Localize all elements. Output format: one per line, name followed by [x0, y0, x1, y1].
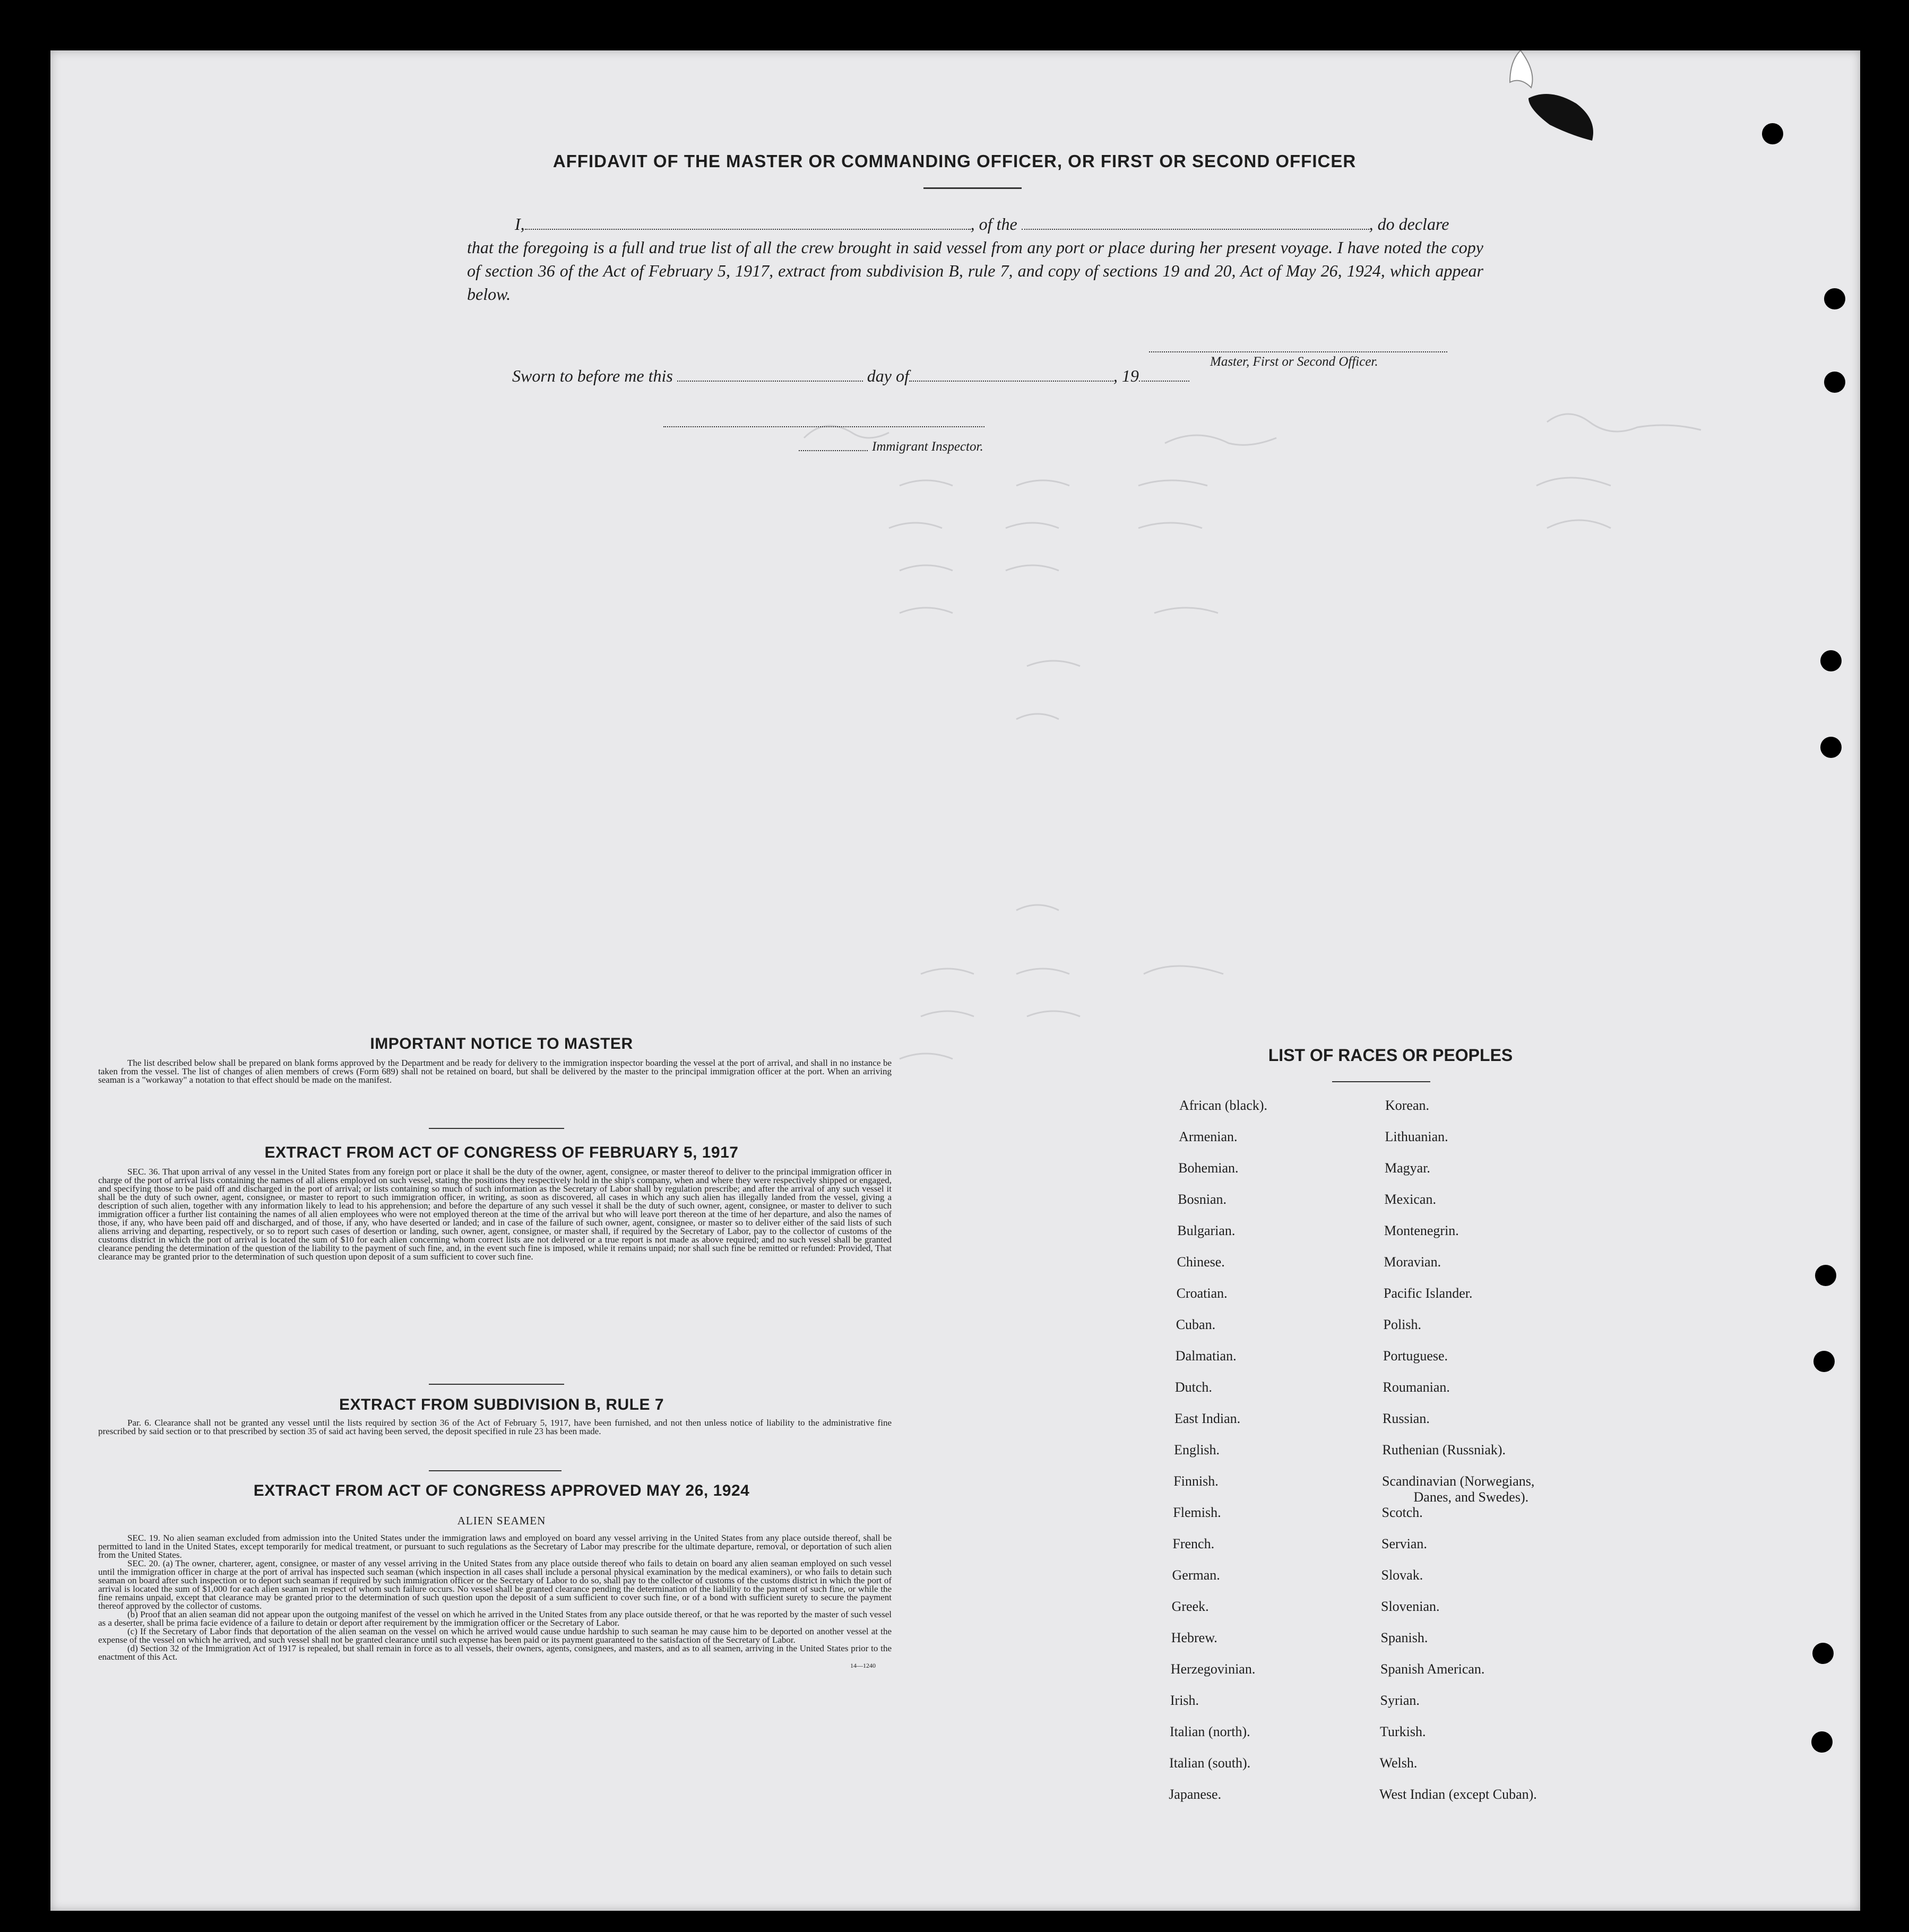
extract-1917-text: SEC. 36. That upon arrival of any vessel in the United States from any foreign port or place it shall be the duty of the owner, agent, consignee, or master thereof to deliver to the principal immigration officer in charge of the port of arrival lists containing the names of all aliens employed on such vessel, stating the positions they respectively hold in the ship's company, when and where they were respectively shipped or engaged, and specifying those to be paid off and discharged in the port of arrival; or lists containing so much of such information as the Secretary of Labor shall by regulation prescribe; and after the arrival of any such vessel it shall be the duty of such owner, agent, consignee, or master to report to such immigration officer, in writing, as soon as discovered, all cases in which any such alien has illegally landed from the vessel, giving a description of such alien, together with any information likely to lead to his apprehension; and before the departure of any such vessel it shall be the duty of such owner, agent, consignee, or master to deliver to such immigration officer a further list containing the names of all alien employees who were not employed thereon at the time of the arrival but who will leave port thereon at the time of her departure, and also the names of those, if any, who have been paid off and discharged, and of those, if any, who have deserted or landed; and in case of the failure of such owner, agent, consignee, or master so to deliver either of the said lists of such aliens arriving and departing, respectively, or so to report such cases of desertion or landing, such owner, agent, consignee, or master shall, if required by the Secretary of Labor, pay to the collector of customs of the customs district in which the port of arrival is located the sum of $10 for each alien concerning whom correct lists are not delivered or a true report is not made as above required; and no such vessel shall be granted clearance pending the determination of the question of the liability to the payment of such fine, and, in the event such fine is imposed, while it remains unpaid; nor shall such fine be remitted or refunded: Provided, That clearance may be granted prior to the determination of such question upon deposit of a sum sufficient to cover such fine.: [98, 1167, 892, 1262]
sworn-month-field[interactable]: [909, 381, 1113, 382]
extract-rule7-text: Par. 6. Clearance shall not be granted any vessel until the lists required by section 36 of the Act of February 5, 1917, have been furnished, and not then unless notice of liability to the administrative fine prescribed by said section or to that prescribed by section 35 of said act having been served, the deposit specified in rule 23 has been made.: [98, 1418, 892, 1436]
sec20b-text: (b) Proof that an alien seaman did not appear upon the outgoing manifest of the vessel on which he arrived in the United States from any place outside thereof, or that he was reported by the master of such vessel as a deserter, shall be prima facie evidence of a failure to detain or deport after requirement by the immigration officer or the Secretary of Labor.: [98, 1609, 892, 1628]
race-item: French.: [1172, 1536, 1215, 1551]
inspector-label: Immigrant Inspector.: [872, 439, 983, 454]
race-item: Spanish.: [1380, 1630, 1428, 1645]
race-item: German.: [1172, 1567, 1220, 1583]
section-rule: [429, 1128, 564, 1129]
binder-hole: [1815, 1265, 1836, 1286]
race-item: Scandinavian (Norwegians,: [1382, 1473, 1535, 1489]
affidavit-text: [467, 212, 1483, 306]
race-item: Scotch.: [1381, 1505, 1423, 1520]
race-item: Moravian.: [1384, 1254, 1441, 1270]
race-item: Servian.: [1381, 1536, 1427, 1551]
race-item: Dutch.: [1174, 1379, 1212, 1395]
race-item: Irish.: [1170, 1693, 1199, 1708]
race-item: Roumanian.: [1383, 1379, 1450, 1395]
race-item: Magyar.: [1385, 1160, 1430, 1176]
race-item: Finnish.: [1173, 1473, 1219, 1489]
race-item: Bosnian.: [1178, 1192, 1227, 1207]
race-item: Japanese.: [1169, 1787, 1222, 1802]
races-rule: [1332, 1081, 1430, 1082]
binder-hole: [1813, 1351, 1835, 1372]
form-number: 14—1240: [850, 1662, 876, 1669]
binder-hole: [1762, 123, 1783, 144]
inspector-signature-line[interactable]: [663, 426, 984, 427]
extract-1924-body: [98, 1534, 892, 1670]
race-item: Bohemian.: [1178, 1160, 1239, 1176]
of-the-label: , of the: [970, 214, 1017, 234]
race-item: Hebrew.: [1171, 1630, 1217, 1645]
alien-seamen-subtitle: ALIEN SEAMEN: [457, 1514, 546, 1527]
race-item: Armenian.: [1179, 1129, 1238, 1144]
race-item: Flemish.: [1173, 1505, 1221, 1520]
inspector-dots: [799, 450, 868, 451]
race-item: Turkish.: [1380, 1724, 1426, 1739]
binder-hole: [1812, 1643, 1834, 1664]
year-label: , 19: [1113, 366, 1139, 385]
race-item: Korean.: [1385, 1098, 1430, 1113]
race-item: English.: [1174, 1442, 1220, 1457]
signature-line[interactable]: [1149, 351, 1447, 352]
race-item: Russian.: [1383, 1411, 1430, 1426]
notice-title: IMPORTANT NOTICE TO MASTER: [370, 1035, 633, 1053]
sworn-day-field[interactable]: [677, 381, 863, 382]
extract-1924-title: EXTRACT FROM ACT OF CONGRESS APPROVED MAY 26, 1924: [253, 1482, 750, 1499]
race-item: East Indian.: [1174, 1411, 1241, 1426]
binder-hole: [1820, 650, 1842, 671]
affidavit-title: AFFIDAVIT OF THE MASTER OR COMMANDING OFFICER, OR FIRST OR SECOND OFFICER: [552, 151, 1357, 171]
race-item: Greek.: [1171, 1599, 1209, 1614]
race-item: Welsh.: [1379, 1755, 1418, 1771]
section-rule: [429, 1470, 562, 1471]
race-item: African (black).: [1179, 1098, 1268, 1113]
signature-label: Master, First or Second Officer.: [1210, 355, 1378, 369]
binder-hole: [1824, 372, 1845, 393]
race-item: Polish.: [1383, 1317, 1422, 1332]
ink-stain: [1528, 94, 1593, 141]
extract-rule7-title: EXTRACT FROM SUBDIVISION B, RULE 7: [339, 1396, 664, 1413]
races-title: LIST OF RACES OR PEOPLES: [1268, 1046, 1513, 1065]
race-item: Mexican.: [1384, 1192, 1436, 1207]
sworn-statement: [512, 366, 1189, 386]
race-item: Montenegrin.: [1384, 1223, 1459, 1238]
race-item: West Indian (except Cuban).: [1379, 1787, 1537, 1802]
race-item: Cuban.: [1176, 1317, 1216, 1332]
vessel-field[interactable]: [1022, 229, 1369, 230]
race-item: Bulgarian.: [1177, 1223, 1236, 1238]
affidavit-i: I,: [515, 214, 525, 234]
affidavit-body: that the foregoing is a full and true list of all the crew brought in said vessel from any port or place during her present voyage. I have noted the copy of section 36 of the Act of February 5, 1917, extract from subdivision B, rule 7, and copy of sections 19 and 20, Act of May 26, 1924, which appear below.: [467, 238, 1483, 304]
race-item: Ruthenian (Russniak).: [1382, 1442, 1506, 1457]
race-item: Italian (north).: [1170, 1724, 1250, 1739]
section-rule: [429, 1384, 564, 1385]
do-declare-label: , do declare: [1369, 214, 1449, 234]
race-item: Syrian.: [1380, 1693, 1420, 1708]
sec20c-text: (c) If the Secretary of Labor finds that deportation of the alien seaman on the vessel on which he arrived would cause undue hardship to such seaman he may cause him to be deported on another vessel at the expense of the vessel on which he arrived, and such vessel shall not be granted clearance until such expense has been paid or its payment guaranteed to the satisfaction of the Secretary of Labor.: [98, 1626, 892, 1645]
race-item: Pacific Islander.: [1384, 1286, 1473, 1301]
sworn-label: Sworn to before me this: [512, 366, 673, 385]
binder-hole: [1824, 288, 1845, 309]
extract-1917-title: EXTRACT FROM ACT OF CONGRESS OF FEBRUARY 5, 1917: [264, 1144, 739, 1161]
race-item: Herzegovinian.: [1170, 1661, 1256, 1677]
notice-text: The list described below shall be prepared on blank forms approved by the Department and be ready for delivery to the immigration inspector boarding the vessel at the port of arrival, and shall in no instance be taken from the vessel. The list of changes of alien members of crews (Form 689) shall not be retained on board, but shall be delivered by the master to the principal immigration officer at the port. When an arriving seaman is a "workaway" a notation to that effect should be made on the manifest.: [98, 1058, 892, 1085]
race-item: Danes, and Swedes).: [1413, 1489, 1529, 1505]
race-item: Italian (south).: [1169, 1755, 1251, 1771]
sec20a-text: SEC. 20. (a) The owner, charterer, agent, consignee, or master of any vessel arriving in the United States from any place outside thereof who fails to detain on board any alien seaman employed on such vessel until the immigration officer in charge at the port of arrival has inspected such seaman (which inspection in all cases shall include a personal physical examination by the medical examiners), or who fails to detain such seaman on board after such inspection or to deport such seaman if required by such immigration officer or the Secretary of Labor to do so, shall pay to the collector of customs of the customs district in which the port of arrival is located the sum of $1,000 for each alien seaman in respect of whom such failure occurs. No vessel shall be granted clearance pending the determination of the liability to the payment of such fine, or while the fine remains unpaid, except that clearance may be granted prior to the determination of such question upon the deposit of a sum sufficient to cover such fine, or of a bond with sufficient surety to secure the payment thereof approved by the collector of customs.: [98, 1558, 892, 1611]
race-item: Dalmatian.: [1175, 1348, 1237, 1364]
name-field[interactable]: [525, 229, 971, 230]
sec19-text: SEC. 19. No alien seaman excluded from admission into the United States under the immigration laws and employed on board any vessel arriving in the United States from any place outside thereof, shall be permitted to land in the United States, except temporarily for medical treatment, or pursuant to such regulations as the Secretary of Labor may prescribe for the ultimate departure, removal, or deportation of such alien from the United States.: [98, 1533, 892, 1560]
race-item: Chinese.: [1177, 1254, 1225, 1270]
race-item: Slovenian.: [1381, 1599, 1440, 1614]
sec20d-text: (d) Section 32 of the Immigration Act of 1917 is repealed, but shall remain in force as to all vessels, their owners, agents, consignees, and masters, and as to all seamen, arriving in the United States prior to the enactment of this Act.: [98, 1643, 892, 1662]
binder-hole: [1820, 737, 1842, 758]
binder-hole: [1811, 1731, 1833, 1753]
title-rule: [923, 187, 1022, 189]
day-of-label: day of: [867, 366, 909, 385]
race-item: Slovak.: [1381, 1567, 1423, 1583]
race-item: Spanish American.: [1380, 1661, 1485, 1677]
sworn-year-field[interactable]: [1139, 381, 1189, 382]
race-item: Croatian.: [1176, 1286, 1228, 1301]
race-item: Lithuanian.: [1385, 1129, 1448, 1144]
torn-corner: [1510, 50, 1533, 88]
race-item: Portuguese.: [1383, 1348, 1448, 1364]
